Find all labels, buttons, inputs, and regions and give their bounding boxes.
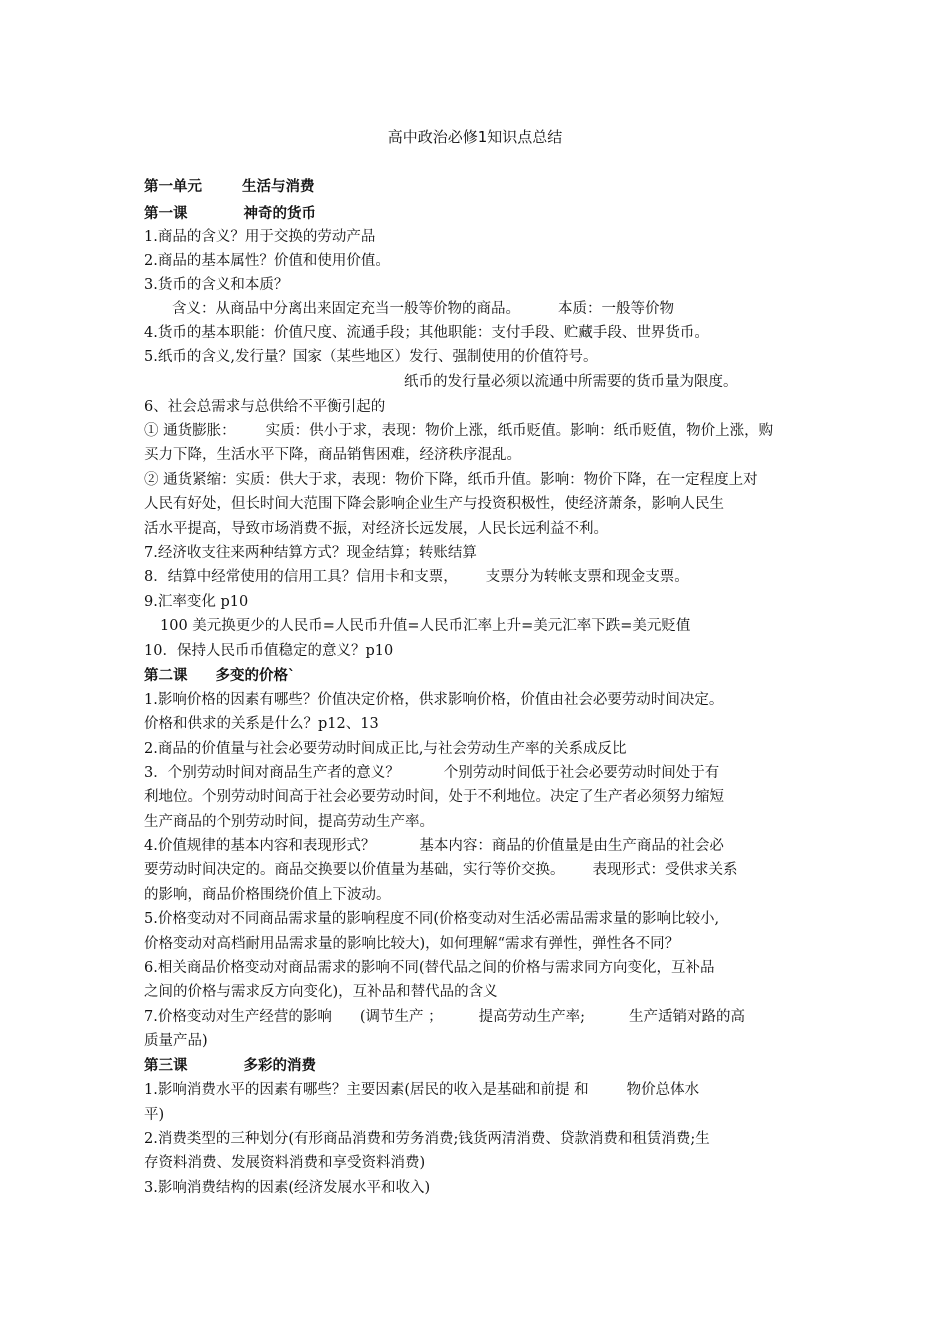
text-segment: 7.价格变动对生产经营的影响	[144, 1009, 332, 1025]
text-line	[144, 274, 824, 296]
text-segment: 3.货币的含义和本质？	[144, 277, 289, 293]
text-line	[144, 1006, 824, 1028]
text-segment: 神奇的货币	[243, 206, 316, 222]
text-segment: 的影响，商品价格围绕价值上下波动。	[144, 887, 391, 903]
text-line	[144, 908, 824, 930]
text-line	[144, 884, 824, 906]
text-line	[144, 250, 824, 272]
text-line	[144, 689, 824, 711]
section-heading	[144, 1055, 824, 1077]
text-segment: 个别劳动时间低于社会必要劳动时间处于有	[443, 765, 720, 781]
text-line	[144, 713, 824, 735]
text-segment: 2.商品的价值量与社会必要劳动时间成正比,与社会劳动生产率的关系成反比	[144, 741, 627, 757]
text-segment: 8．结算中经常使用的信用工具？信用卡和支票，	[144, 569, 458, 585]
text-segment: 4.价值规律的基本内容和表现形式？	[144, 838, 376, 854]
text-line	[144, 738, 824, 760]
text-line	[144, 957, 824, 979]
text-segment: 价格和供求的关系是什么？p12、13	[144, 716, 379, 732]
text-line	[144, 396, 824, 418]
text-segment: 本质：一般等价物	[558, 301, 674, 317]
text-line	[144, 640, 824, 662]
text-segment: 提高劳动生产率;	[478, 1009, 586, 1025]
text-line	[144, 322, 824, 344]
text-line	[144, 981, 824, 1003]
text-line	[144, 859, 824, 881]
text-segment: 第一单元	[144, 179, 202, 195]
text-line	[144, 1128, 824, 1150]
text-segment: 9.汇率变化 p10	[144, 594, 249, 610]
text-segment: 5.纸币的含义,发行量？国家（某些地区）发行、强制使用的价值符号。	[144, 349, 598, 365]
text-segment: 平)	[144, 1107, 165, 1123]
text-segment: ① 通货膨胀：	[144, 423, 236, 439]
text-line	[144, 518, 824, 540]
text-line	[144, 1030, 824, 1052]
text-line	[144, 933, 824, 955]
text-line	[144, 1177, 824, 1199]
text-line	[144, 493, 824, 515]
text-line	[144, 1079, 824, 1101]
text-line	[144, 591, 824, 613]
text-segment: 利地位。个别劳动时间高于社会必要劳动时间，处于不利地位。决定了生产者必须努力缩短	[144, 789, 724, 805]
text-segment: 多彩的消费	[243, 1058, 316, 1074]
text-segment: 2.商品的基本属性？价值和使用价值。	[144, 253, 390, 269]
text-segment: 多变的价格`	[215, 668, 296, 684]
text-line	[144, 811, 824, 833]
text-segment: 实质：供小于求，表现：物价上涨，纸币贬值。影响：纸币贬值，物价上涨，购	[265, 423, 774, 439]
text-segment: 1.影响消费水平的因素有哪些？主要因素(居民的收入是基础和前提 和	[144, 1082, 589, 1098]
text-segment: 6、社会总需求与总供给不平衡引起的	[144, 399, 386, 415]
text-segment: 表现形式：受供求关系	[592, 862, 738, 878]
text-segment: 质量产品)	[144, 1033, 208, 1049]
text-segment: 物价总体水	[626, 1082, 700, 1098]
text-line	[144, 566, 824, 588]
text-line	[144, 786, 824, 808]
text-line	[144, 298, 852, 320]
text-segment: 要劳动时间决定的。商品交换要以价值量为基础，实行等价交换。	[144, 862, 565, 878]
text-segment: 生活与消费	[242, 179, 315, 195]
text-segment: 纸币的发行量必须以流通中所需要的货币量为限度。	[404, 374, 738, 390]
text-line	[144, 420, 824, 442]
text-segment: 含义：从商品中分离出来固定充当一般等价物的商品。	[172, 301, 520, 317]
text-segment: 价格变动对高档耐用品需求量的影响比较大)，如何理解“需求有弹性，弹性各不同？	[144, 936, 680, 952]
document-title: 高中政治必修1知识点总结	[387, 128, 563, 146]
text-segment: 4.货币的基本职能：价值尺度、流通手段；其他职能：支付手段、贮藏手段、世界货币。	[144, 325, 709, 341]
text-line	[144, 346, 824, 368]
text-segment: 支票分为转帐支票和现金支票。	[485, 569, 689, 585]
text-line	[144, 371, 950, 393]
section-heading	[144, 665, 824, 687]
text-segment: 基本内容：商品的价值量是由生产商品的社会必	[419, 838, 724, 854]
text-segment: 5.价格变动对不同商品需求量的影响程度不同(价格变动对生活必需品需求量的影响比较小,	[144, 911, 720, 927]
text-segment: 第二课	[144, 668, 188, 684]
text-line	[144, 762, 824, 784]
text-segment: 10．保持人民币币值稳定的意义？p10	[144, 643, 394, 659]
section-heading	[144, 176, 824, 198]
text-segment: 1.影响价格的因素有哪些？价值决定价格，供求影响价格，价值由社会必要劳动时间决定。	[144, 692, 724, 708]
text-segment: 1.商品的含义？用于交换的劳动产品	[144, 229, 376, 245]
text-segment: ② 通货紧缩：实质：供大于求，表现：物价下降，纸币升值。影响：物价下降，在一定程度上对	[144, 472, 758, 488]
text-segment: 人民有好处，但长时间大范围下降会影响企业生产与投资积极性，使经济萧条，影响人民生	[144, 496, 724, 512]
text-line	[144, 226, 824, 248]
text-segment: 第一课	[144, 206, 188, 222]
text-segment: 第三课	[144, 1058, 188, 1074]
text-segment: 3．个别劳动时间对商品生产者的意义？	[144, 765, 400, 781]
text-line	[144, 469, 824, 491]
text-line	[144, 615, 840, 637]
text-line	[144, 542, 824, 564]
text-segment: 2.消费类型的三种划分(有形商品消费和劳务消费;钱货两清消费、贷款消费和租赁消费;生	[144, 1131, 710, 1147]
text-segment: 活水平提高，导致市场消费不振，对经济长远发展，人民长远利益不利。	[144, 521, 608, 537]
text-segment: 100 美元换更少的人民币=人民币升值=人民币汇率上升=美元汇率下跌=美元贬值	[160, 618, 691, 634]
text-segment: 6.相关商品价格变动对商品需求的影响不同(替代品之间的价格与需求同方向变化，互补品	[144, 960, 715, 976]
text-segment: 生产适销对路的高	[629, 1009, 746, 1025]
text-segment: 3.影响消费结构的因素(经济发展水平和收入)	[144, 1180, 431, 1196]
text-line	[144, 1104, 824, 1126]
text-segment: 之间的价格与需求反方向变化)，互补品和替代品的含义	[144, 984, 498, 1000]
text-line	[144, 835, 824, 857]
text-segment: 7.经济收支往来两种结算方式？现金结算；转账结算	[144, 545, 477, 561]
text-segment: 存资料消费、发展资料消费和享受资料消费)	[144, 1155, 426, 1171]
text-line	[144, 444, 824, 466]
section-heading	[144, 203, 824, 225]
text-line	[144, 1152, 824, 1174]
text-segment: 生产商品的个别劳动时间，提高劳动生产率。	[144, 814, 434, 830]
text-segment: (调节生产 ；	[359, 1009, 443, 1025]
text-segment: 买力下降，生活水平下降，商品销售困难，经济秩序混乱。	[144, 447, 521, 463]
